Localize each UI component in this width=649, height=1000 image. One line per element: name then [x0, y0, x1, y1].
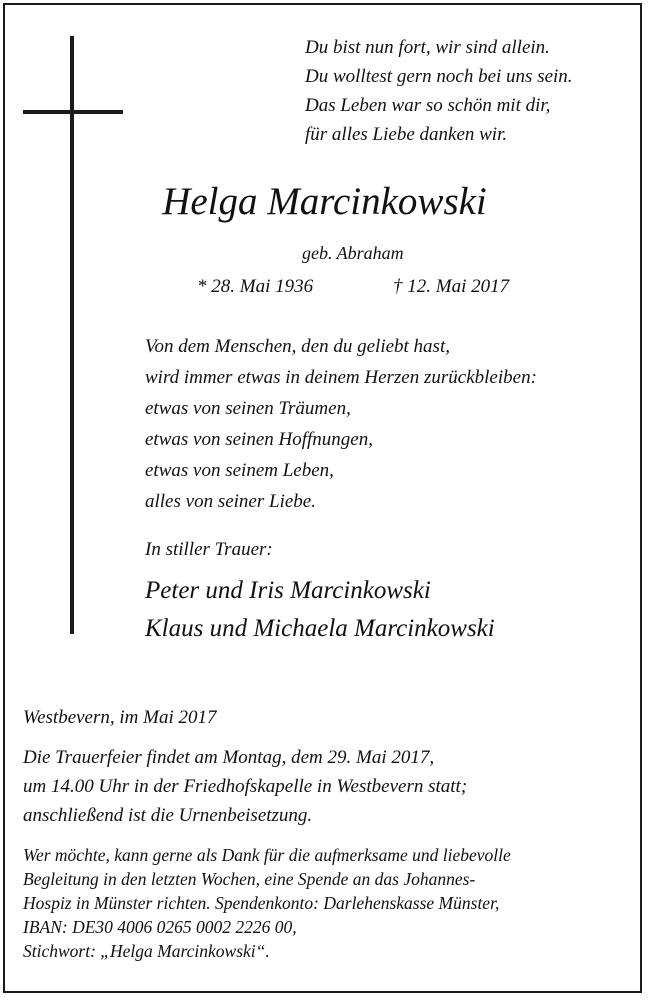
donation-line: Wer möchte, kann gerne als Dank für die aufmerksame und liebevolle	[23, 845, 511, 865]
quote-line: etwas von seinen Hoffnungen,	[145, 429, 373, 450]
mourner-name: Peter und Iris Marcinkowski	[145, 577, 431, 604]
donation-line: Begleitung in den letzten Wochen, eine Spende an das Johannes-	[23, 869, 476, 889]
birth-date: * 28. Mai 1936	[197, 276, 314, 297]
deceased-name: Helga Marcinkowski	[162, 180, 487, 223]
quote-line: etwas von seinen Träumen,	[145, 398, 351, 419]
memorial-quote	[145, 331, 537, 517]
donation-line: Hospiz in Münster richten. Spendenkonto: Darlehenskasse Münster,	[23, 893, 500, 913]
mourner-name: Klaus und Michaela Marcinkowski	[145, 615, 495, 642]
poem-line: Du bist nun fort, wir sind allein.	[305, 37, 550, 58]
ceremony-line: anschließend ist die Urnenbeisetzung.	[23, 805, 313, 826]
quote-line: wird immer etwas in deinem Herzen zurückbleiben:	[145, 367, 537, 388]
poem	[305, 33, 573, 149]
donation-info	[23, 843, 511, 963]
mourners-list	[145, 572, 495, 648]
ceremony-line: Die Trauerfeier findet am Montag, dem 29. Mai 2017,	[23, 747, 435, 768]
cross-icon	[70, 36, 74, 634]
poem-line: Du wolltest gern noch bei uns sein.	[305, 66, 573, 87]
death-date: † 12. Mai 2017	[393, 276, 510, 297]
donation-line: Stichwort: „Helga Marcinkowski“.	[23, 941, 270, 961]
quote-line: Von dem Menschen, den du geliebt hast,	[145, 336, 450, 357]
born-name: geb. Abraham	[302, 243, 404, 263]
poem-line: Das Leben war so schön mit dir,	[305, 95, 551, 116]
ceremony-info	[23, 743, 467, 830]
quote-line: etwas von seinem Leben,	[145, 460, 334, 481]
poem-line: für alles Liebe danken wir.	[305, 124, 508, 145]
mourning-label: In stiller Trauer:	[145, 539, 273, 560]
quote-line: alles von seiner Liebe.	[145, 491, 316, 512]
donation-line: IBAN: DE30 4006 0265 0002 2226 00,	[23, 917, 297, 937]
ceremony-line: um 14.00 Uhr in der Friedhofskapelle in Westbevern statt;	[23, 776, 468, 797]
cross-icon-crossbar	[23, 110, 123, 114]
place-date: Westbevern, im Mai 2017	[23, 707, 217, 728]
